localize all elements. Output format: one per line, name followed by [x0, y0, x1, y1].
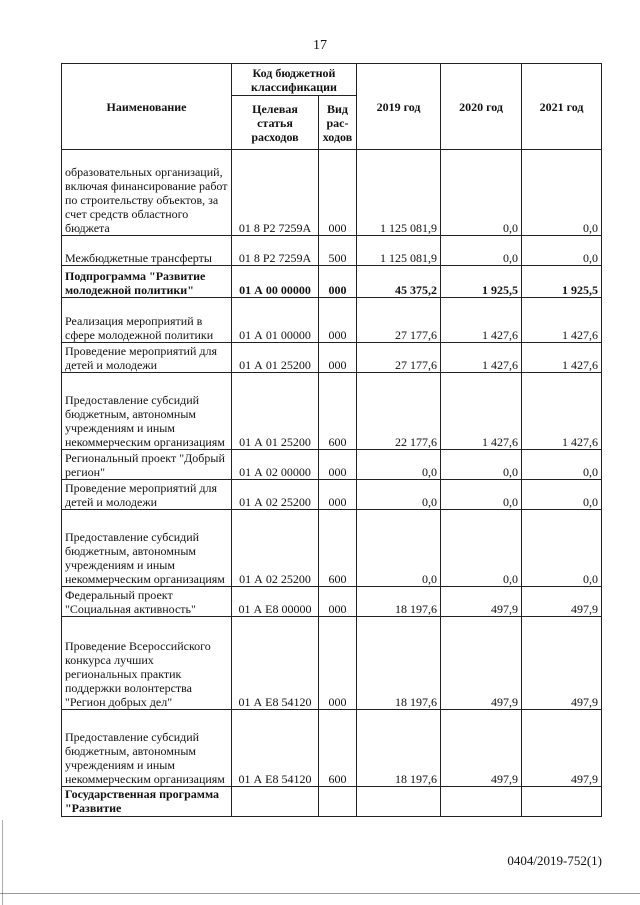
- scan-edge-line: [2, 820, 3, 905]
- row-kind: 500: [319, 236, 357, 266]
- row-2019: [357, 787, 441, 817]
- row-name: Проведение мероприятий для детей и молодежи: [62, 480, 232, 510]
- row-2019: 18 197,6: [357, 710, 441, 787]
- row-name: Предоставление субсидий бюджетным, автономным учреждениям и иным некоммерческим организациям: [62, 373, 232, 450]
- row-2020: 1 427,6: [441, 373, 522, 450]
- row-code: 01 8 P2 7259A: [232, 236, 319, 266]
- table-row: [62, 343, 602, 373]
- row-2021: 0,0: [522, 450, 602, 480]
- row-name: Реализация мероприятий в сфере молодежной политики: [62, 298, 232, 343]
- row-2021: 0,0: [522, 150, 602, 236]
- row-name: образовательных организаций, включая финансирование работ по строительству объектов, за счет средств областного бюджета: [62, 150, 232, 236]
- row-2021: 0,0: [522, 510, 602, 587]
- table-row: [62, 710, 602, 787]
- row-code: 01 А 01 25200: [232, 343, 319, 373]
- row-kind: 000: [319, 266, 357, 298]
- table-row: [62, 617, 602, 710]
- budget-table: [61, 63, 602, 817]
- row-2021: 0,0: [522, 236, 602, 266]
- table-row: [62, 298, 602, 343]
- table-row: [62, 480, 602, 510]
- row-2020: 497,9: [441, 617, 522, 710]
- row-2021: 497,9: [522, 710, 602, 787]
- row-2021: 1 427,6: [522, 373, 602, 450]
- row-code: 01 8 P2 7259A: [232, 150, 319, 236]
- row-2019: 0,0: [357, 510, 441, 587]
- row-2021: 0,0: [522, 480, 602, 510]
- row-kind: 600: [319, 710, 357, 787]
- row-kind: 600: [319, 510, 357, 587]
- table-row: [62, 510, 602, 587]
- row-code: 01 А E8 54120: [232, 617, 319, 710]
- row-2019: 22 177,6: [357, 373, 441, 450]
- row-2020: 0,0: [441, 480, 522, 510]
- header-target-article: Целевая статья расходов: [232, 96, 319, 150]
- row-name: Государственная программа "Развитие: [62, 787, 232, 817]
- row-2020: 1 427,6: [441, 343, 522, 373]
- scan-edge-line: [0, 893, 640, 894]
- row-name: Проведение мероприятий для детей и молодежи: [62, 343, 232, 373]
- row-2019: 27 177,6: [357, 343, 441, 373]
- row-name: Федеральный проект "Социальная активность": [62, 587, 232, 617]
- row-2019: 45 375,2: [357, 266, 441, 298]
- row-2021: 1 925,5: [522, 266, 602, 298]
- row-name: Предоставление субсидий бюджетным, автономным учреждениям и иным некоммерческим организациям: [62, 510, 232, 587]
- document-code: 0404/2019-752(1): [507, 853, 602, 868]
- row-2020: 0,0: [441, 450, 522, 480]
- row-2021: 1 427,6: [522, 298, 602, 343]
- row-kind: 000: [319, 343, 357, 373]
- row-2021: [522, 787, 602, 817]
- header-2021: 2021 год: [522, 64, 602, 150]
- row-2020: 0,0: [441, 150, 522, 236]
- row-2019: 1 125 081,9: [357, 236, 441, 266]
- row-code: 01 А E8 54120: [232, 710, 319, 787]
- row-2019: 27 177,6: [357, 298, 441, 343]
- row-code: 01 А 02 25200: [232, 480, 319, 510]
- table-row: [62, 450, 602, 480]
- table-row: [62, 373, 602, 450]
- row-2020: [441, 787, 522, 817]
- row-2019: 0,0: [357, 480, 441, 510]
- table-row: [62, 266, 602, 298]
- header-expense-type: Вид рас-ходов: [319, 96, 357, 150]
- header-2020: 2020 год: [441, 64, 522, 150]
- row-name: Предоставление субсидий бюджетным, автономным учреждениям и иным некоммерческим организациям: [62, 710, 232, 787]
- row-name: Проведение Всероссийского конкурса лучших региональных практик поддержки волонтерства "Регион добрых дел": [62, 617, 232, 710]
- row-kind: 000: [319, 150, 357, 236]
- row-kind: [319, 787, 357, 817]
- row-name: Подпрограмма "Развитие молодежной политики": [62, 266, 232, 298]
- row-2019: 18 197,6: [357, 617, 441, 710]
- row-code: 01 А 02 25200: [232, 510, 319, 587]
- row-2020: 0,0: [441, 510, 522, 587]
- row-code: 01 А 01 00000: [232, 298, 319, 343]
- row-kind: 600: [319, 373, 357, 450]
- row-kind: 000: [319, 587, 357, 617]
- row-code: 01 А 02 00000: [232, 450, 319, 480]
- row-2021: 1 427,6: [522, 343, 602, 373]
- row-2020: 497,9: [441, 587, 522, 617]
- table-row: [62, 587, 602, 617]
- row-2020: 0,0: [441, 236, 522, 266]
- table-row: [62, 787, 602, 817]
- row-2019: 18 197,6: [357, 587, 441, 617]
- row-kind: 000: [319, 298, 357, 343]
- table-row: [62, 150, 602, 236]
- row-kind: 000: [319, 480, 357, 510]
- row-name: Межбюджетные трансферты: [62, 236, 232, 266]
- page-number: 17: [313, 38, 327, 53]
- row-kind: 000: [319, 450, 357, 480]
- row-name: Региональный проект "Добрый регион": [62, 450, 232, 480]
- row-2020: 1 427,6: [441, 298, 522, 343]
- row-2019: 0,0: [357, 450, 441, 480]
- row-code: 01 А 00 00000: [232, 266, 319, 298]
- header-budget-code: Код бюджетной классификации: [232, 64, 357, 96]
- row-2021: 497,9: [522, 617, 602, 710]
- row-kind: 000: [319, 617, 357, 710]
- row-2020: 497,9: [441, 710, 522, 787]
- row-2019: 1 125 081,9: [357, 150, 441, 236]
- header-2019: 2019 год: [357, 64, 441, 150]
- row-code: [232, 787, 319, 817]
- row-code: 01 А 01 25200: [232, 373, 319, 450]
- table-row: [62, 236, 602, 266]
- row-2020: 1 925,5: [441, 266, 522, 298]
- row-code: 01 А E8 00000: [232, 587, 319, 617]
- header-name: Наименование: [62, 64, 232, 150]
- row-2021: 497,9: [522, 587, 602, 617]
